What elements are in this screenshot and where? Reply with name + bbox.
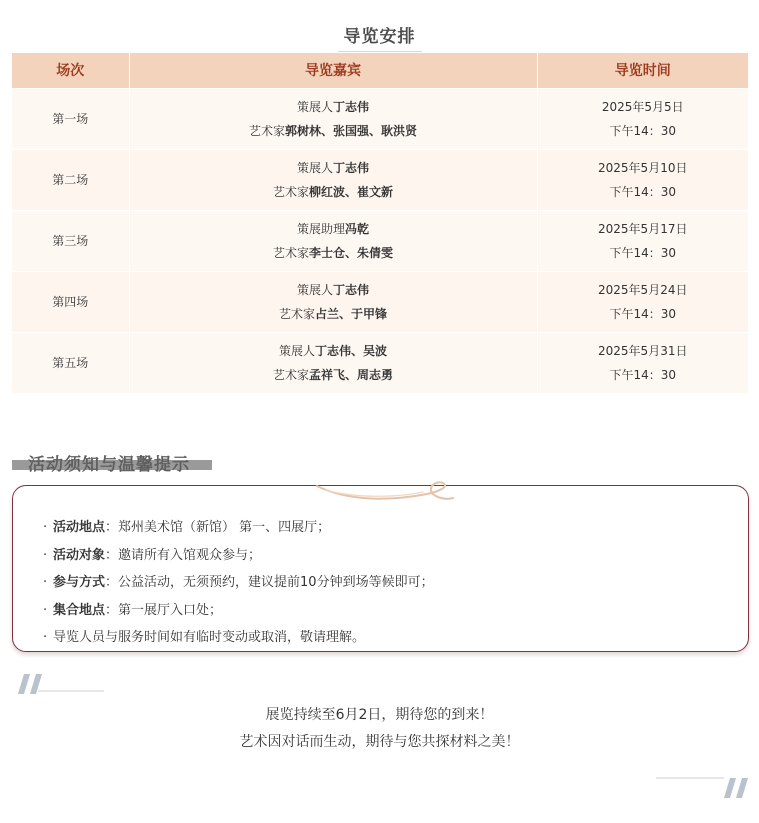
bullet: · (43, 547, 48, 563)
guest-line (130, 241, 537, 265)
guest-role: 艺术家 (278, 306, 315, 321)
guest-role: 策展助理 (296, 221, 345, 236)
closing-line: 展览持续至6月2日，期待您的到来！ (265, 707, 494, 723)
notice-box (12, 485, 749, 652)
guest-role: 艺术家 (272, 245, 309, 260)
guest-role: 艺术家 (272, 367, 309, 382)
tour-date: 2025年5月5日 (601, 99, 684, 114)
notice-item (43, 624, 434, 652)
notice-heading (12, 448, 212, 475)
notice-item (43, 542, 434, 570)
notice-item (43, 569, 434, 597)
guests-cell (129, 332, 537, 393)
bullet: · (43, 575, 48, 590)
notice-sep: ： (105, 520, 119, 535)
header-session: 场次 (12, 53, 129, 88)
guests-cell (129, 149, 537, 210)
notice-value: 公益活动，无须预约，建议提前10分钟到场等候即可； (118, 575, 434, 590)
guest-names: 丁志伟、吴波 (315, 343, 388, 358)
notice-item (43, 514, 434, 542)
time-cell (537, 332, 748, 393)
guest-line (130, 217, 537, 241)
time-cell (537, 271, 748, 332)
guest-names: 孟祥飞、周志勇 (309, 367, 394, 382)
guests-cell (129, 88, 537, 149)
tour-time: 下午14：30 (609, 367, 677, 382)
notice-item (43, 597, 434, 625)
notice-title: 活动须知与温馨提示 (28, 455, 190, 475)
guest-role: 策展人 (296, 282, 333, 297)
guest-role: 艺术家 (272, 184, 309, 199)
table-row (12, 149, 748, 210)
session-cell: 第五场 (12, 332, 129, 393)
time-cell (537, 210, 748, 271)
tour-date: 2025年5月24日 (598, 282, 688, 297)
tour-time: 下午14：30 (609, 123, 677, 138)
tour-date: 2025年5月31日 (598, 343, 688, 358)
time-cell (537, 149, 748, 210)
notice-key: 参与方式 (53, 575, 106, 590)
notice-value: 郑州美术馆（新馆） 第一、四展厅； (118, 520, 331, 535)
guest-names: 丁志伟 (333, 282, 370, 297)
guest-line (130, 119, 537, 143)
header-time: 导览时间 (537, 53, 748, 88)
session-cell: 第二场 (12, 149, 129, 210)
time-cell (537, 88, 748, 149)
guest-names: 李士仓、朱倩雯 (309, 245, 394, 260)
tour-time: 下午14：30 (609, 184, 677, 199)
table-header-row (12, 53, 748, 88)
guest-names: 丁志伟 (333, 160, 370, 175)
guest-names: 郭树林、张国强、耿洪贤 (285, 123, 418, 138)
table-row (12, 332, 748, 393)
bullet: · (43, 602, 48, 618)
tour-date: 2025年5月17日 (598, 221, 688, 236)
closing-line: 艺术因对话而生动，期待与您共探材料之美！ (239, 734, 520, 750)
schedule-table (12, 53, 748, 393)
bullet: · (43, 520, 48, 535)
guest-names: 柳红波、崔文新 (309, 184, 394, 199)
tour-date: 2025年5月10日 (598, 160, 688, 175)
table-row (12, 88, 748, 149)
guest-line (130, 95, 537, 119)
guest-role: 策展人 (278, 343, 315, 358)
table-row (12, 210, 748, 271)
session-cell: 第四场 (12, 271, 129, 332)
guest-names: 冯乾 (345, 221, 370, 236)
guest-role: 策展人 (296, 160, 333, 175)
closing-text (0, 702, 759, 756)
notice-value: 邀请所有入馆观众参与； (118, 547, 262, 563)
quote-close-icon (654, 774, 754, 800)
guest-line (130, 339, 537, 363)
notice-sep: ： (105, 602, 119, 618)
ribbon-decoration-icon (315, 478, 455, 508)
notice-value: 导览人员与服务时间如有临时变动或取消，敬请理解。 (53, 630, 366, 645)
guest-line (130, 180, 537, 204)
quote-open-icon (12, 672, 112, 696)
schedule-title (0, 22, 759, 52)
session-cell: 第一场 (12, 88, 129, 149)
tour-time: 下午14：30 (609, 306, 677, 321)
guests-cell (129, 271, 537, 332)
guest-line (130, 156, 537, 180)
bullet: · (43, 630, 48, 645)
notice-key: 活动地点 (53, 520, 106, 535)
guest-role: 策展人 (296, 99, 333, 114)
tour-time: 下午14：30 (609, 245, 677, 260)
schedule-title-text: 导览安排 (338, 22, 422, 52)
header-guests: 导览嘉宾 (129, 53, 537, 88)
guest-line (130, 278, 537, 302)
notice-list (43, 514, 434, 652)
guest-role: 艺术家 (248, 123, 285, 138)
guest-names: 丁志伟 (333, 99, 370, 114)
notice-key: 集合地点 (53, 602, 106, 618)
notice-value: 第一展厅入口处； (118, 602, 223, 618)
guests-cell (129, 210, 537, 271)
notice-sep: ： (105, 575, 119, 590)
table-row (12, 271, 748, 332)
notice-sep: ： (105, 547, 119, 563)
guest-names: 占兰、于甲锋 (315, 306, 388, 321)
notice-key: 活动对象 (53, 547, 106, 563)
session-cell: 第三场 (12, 210, 129, 271)
guest-line (130, 363, 537, 387)
guest-line (130, 302, 537, 326)
